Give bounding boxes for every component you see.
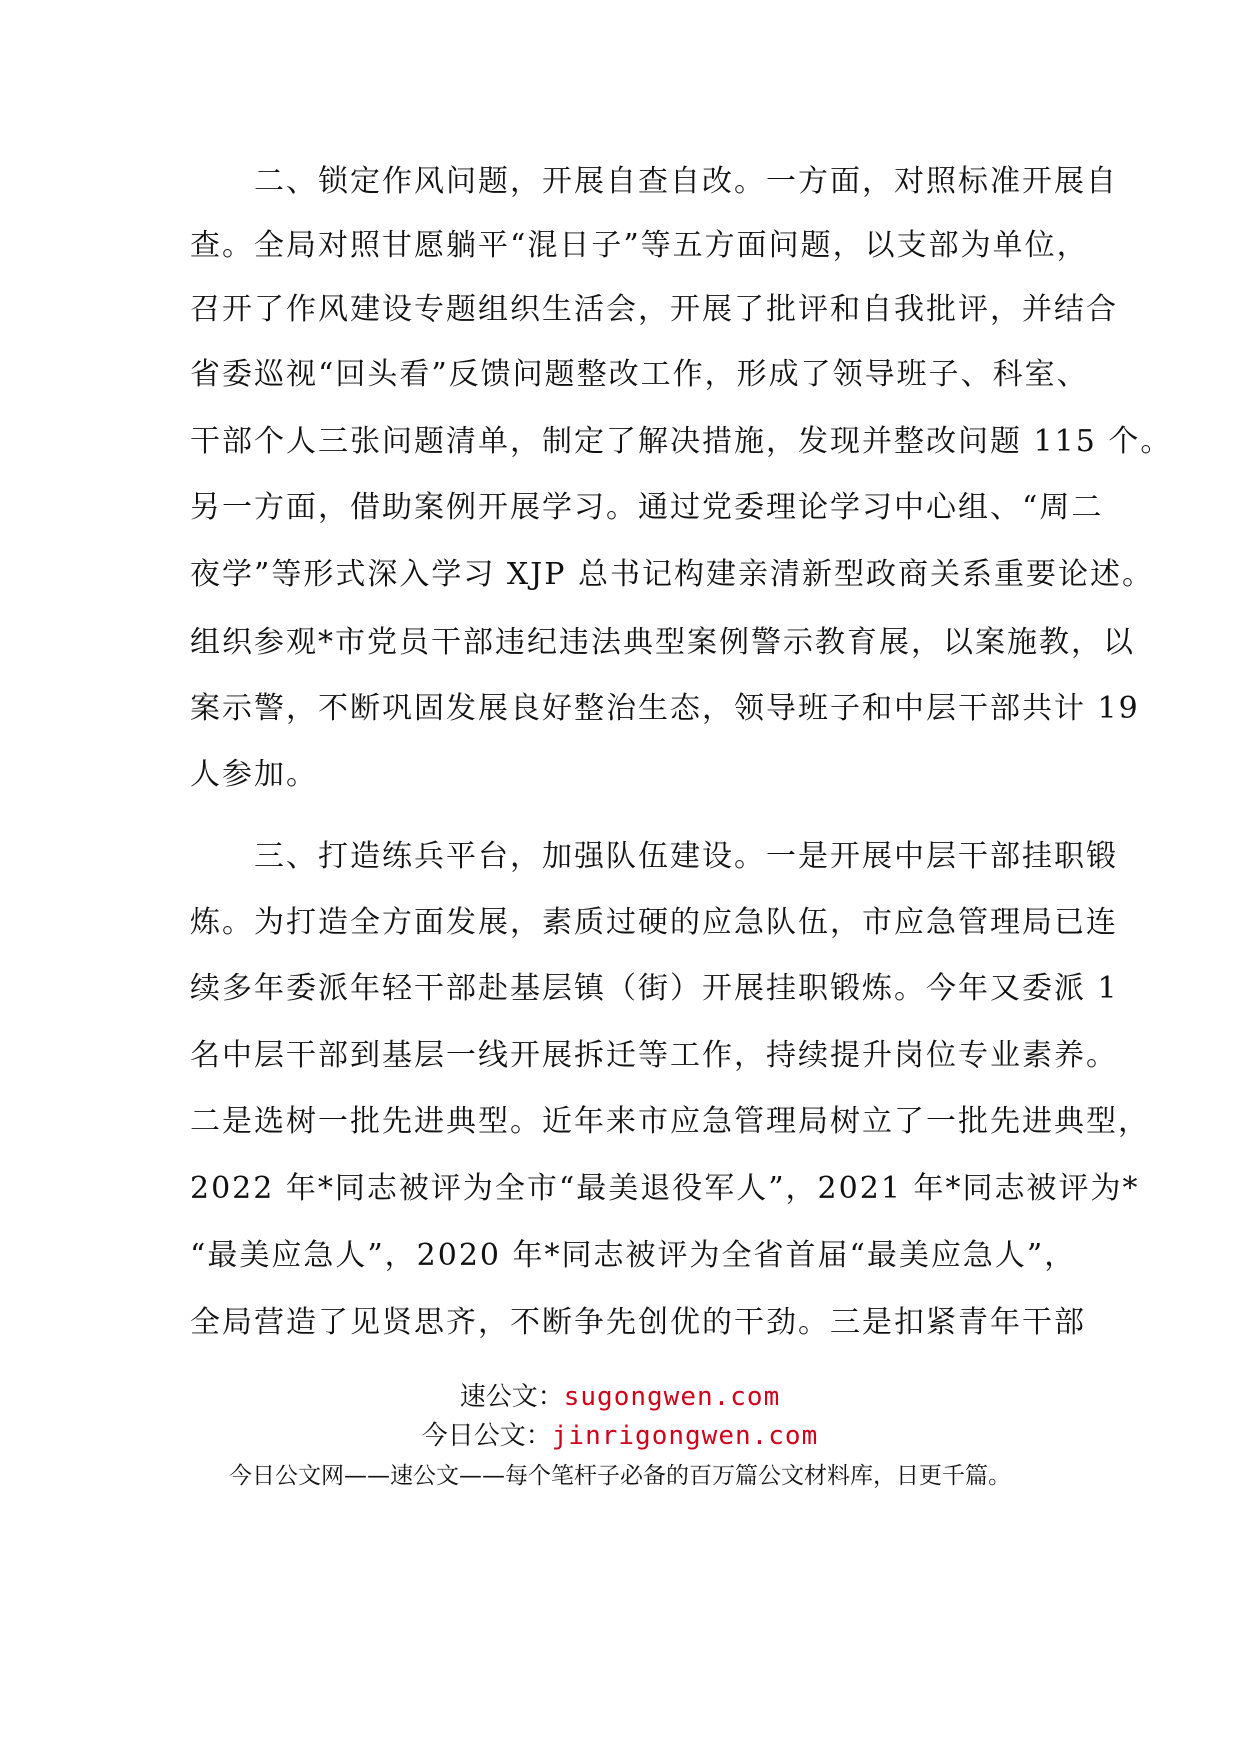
footer-label: 今日公文： xyxy=(421,1421,552,1451)
jinrigongwen-link[interactable]: jinrigongwen.com xyxy=(551,1421,819,1451)
footer-label: 速公文： xyxy=(459,1382,564,1412)
text-line: 全局营造了见贤思齐，不断争先创优的干劲。三是扣紧青年干部 xyxy=(190,1305,1086,1340)
sugongwen-link[interactable]: sugongwen.com xyxy=(563,1382,781,1412)
text-line: 炼。为打造全方面发展，素质过硬的应急队伍，市应急管理局已连 xyxy=(190,905,1118,940)
footer-slogan: 今日公文网——速公文——每个笔杆子必备的百万篇公文材料库，日更千篇。 xyxy=(229,1463,1011,1489)
text-line: 三、打造练兵平台，加强队伍建设。一是开展中层干部挂职锻 xyxy=(190,839,1118,874)
text-line: 夜学”等形式深入学习 XJP 总书记构建亲清新型政商关系重要论述。 xyxy=(190,557,1154,592)
text-line: 2022 年*同志被评为全市“最美退役军人”，2021 年*同志被评为* xyxy=(190,1171,1140,1206)
text-line: 组织参观*市党员干部违纪违法典型案例警示教育展，以案施教，以 xyxy=(190,625,1135,660)
text-line: 召开了作风建设专题组织生活会，开展了批评和自我批评，并结合 xyxy=(190,292,1118,327)
text-line: 续多年委派年轻干部赴基层镇（街）开展挂职锻炼。今年又委派 1 xyxy=(190,971,1119,1006)
footer-line-sugongwen xyxy=(0,1379,1240,1415)
footer-line-jinrigongwen xyxy=(0,1418,1240,1454)
text-line: 人参加。 xyxy=(190,757,318,792)
text-line: 省委巡视“回头看”反馈问题整改工作，形成了领导班子、科室、 xyxy=(190,357,1089,392)
text-line: 案示警，不断巩固发展良好整治生态，领导班子和中层干部共计 19 xyxy=(190,691,1140,726)
text-line: “最美应急人”，2020 年*同志被评为全省首届“最美应急人”， xyxy=(190,1238,1077,1273)
text-line: 干部个人三张问题清单，制定了解决措施，发现并整改问题 115 个。 xyxy=(190,424,1173,459)
text-line: 查。全局对照甘愿躺平“混日子”等五方面问题，以支部为单位， xyxy=(190,228,1089,263)
text-line: 二、锁定作风问题，开展自查自改。一方面，对照标准开展自 xyxy=(190,164,1118,199)
text-line: 名中层干部到基层一线开展拆迁等工作，持续提升岗位专业素养。 xyxy=(190,1038,1118,1073)
text-line: 二是选树一批先进典型。近年来市应急管理局树立了一批先进典型， xyxy=(190,1104,1150,1139)
text-line: 另一方面，借助案例开展学习。通过党委理论学习中心组、“周二 xyxy=(190,490,1104,525)
